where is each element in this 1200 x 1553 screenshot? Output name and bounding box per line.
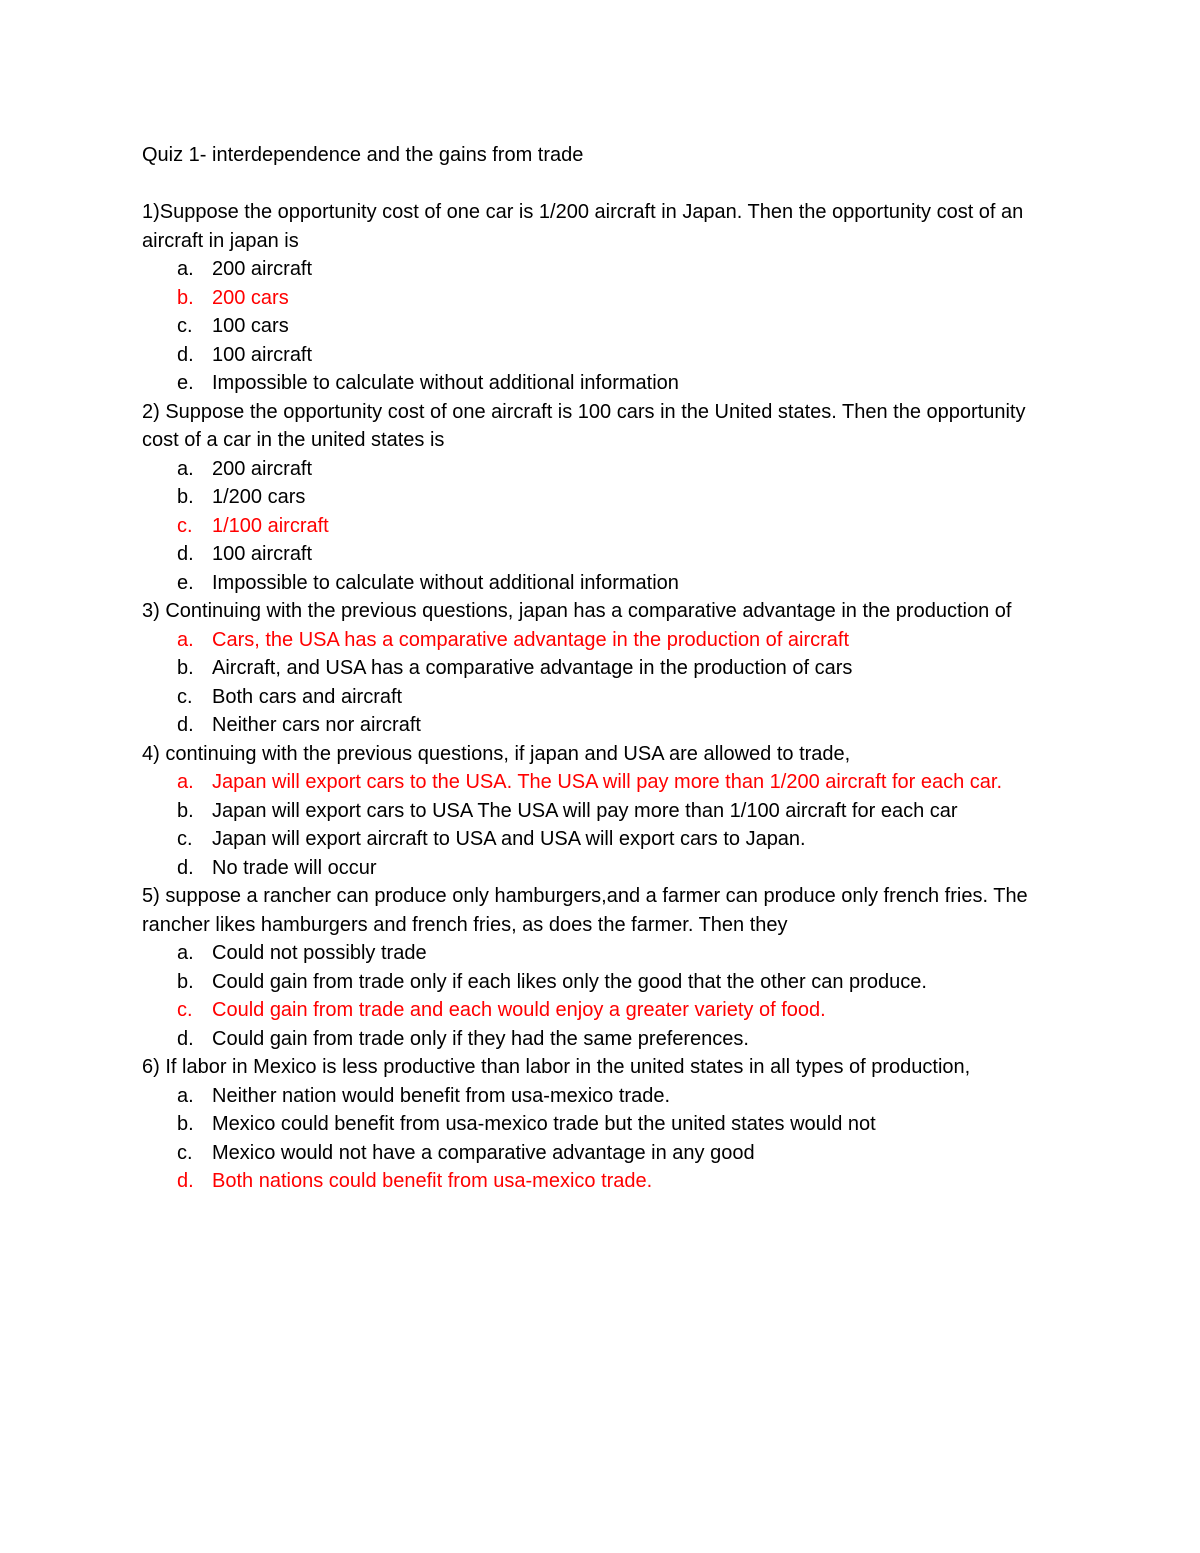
question-2 [142,398,1062,598]
option-letter: d. [177,1170,194,1192]
option-d [142,1025,1062,1054]
option-letter: a. [177,258,194,280]
option-letter: c. [177,828,193,850]
option-b [142,797,1062,826]
question-text: 6) If labor in Mexico is less productive than labor in the united states in all types of production, [142,1056,971,1078]
option-text: No trade will occur [212,856,377,879]
option-letter: b. [177,799,194,822]
option-a [142,939,1062,968]
question-text: 1)Suppose the opportunity cost of one car is 1/200 aircraft in Japan. Then the opportunity cost of an aircraft in japan is [142,201,1024,252]
option-letter: c. [177,1141,193,1164]
question-5 [142,882,1062,1053]
option-b-answer [142,284,1062,313]
option-text: Both nations could benefit from usa-mexico trade. [212,1170,653,1192]
option-text: Neither cars nor aircraft [212,714,421,736]
option-text: Impossible to calculate without additional information [212,571,679,594]
option-d [142,711,1062,740]
option-list [142,768,1062,882]
option-d [142,540,1062,569]
option-text: Could not possibly trade [212,942,427,964]
option-text: Aircraft, and USA has a comparative advantage in the production of cars [212,657,853,679]
option-letter: a. [177,942,194,964]
option-letter: e. [177,571,194,594]
option-list [142,1082,1062,1196]
option-letter: b. [177,486,194,508]
option-letter: a. [177,1084,194,1107]
option-text: Japan will export cars to USA The USA will pay more than 1/100 aircraft for each car [212,799,958,822]
option-text: 200 aircraft [212,258,313,280]
option-text: Mexico could benefit from usa-mexico trade but the united states would not [212,1113,876,1135]
option-list [142,455,1062,598]
option-b [142,968,1062,997]
option-b [142,1110,1062,1139]
option-letter: d. [177,1027,194,1050]
option-text: 200 cars [212,286,289,309]
option-a-answer [142,626,1062,655]
question-text: 5) suppose a rancher can produce only hamburgers,and a farmer can produce only french fries. The rancher likes hamburgers and french fries, as does the farmer. Then they [142,885,1028,936]
option-letter: e. [177,372,194,394]
option-b [142,483,1062,512]
option-letter: d. [177,856,194,879]
option-a [142,455,1062,484]
option-c-answer [142,996,1062,1025]
option-text: 200 aircraft [212,457,313,480]
option-e [142,569,1062,598]
option-letter: a. [177,628,194,651]
question-3 [142,597,1062,740]
option-list [142,255,1062,398]
option-c [142,312,1062,341]
option-a-answer [142,768,1062,797]
option-text: Impossible to calculate without additional information [212,372,679,394]
option-text: Could gain from trade only if each likes only the good that the other can produce. [212,970,927,993]
option-c [142,1139,1062,1168]
question-text: 2) Suppose the opportunity cost of one aircraft is 100 cars in the United states. Then the opportunity cost of a car in the united states is [142,400,1026,451]
option-text: Japan will export cars to the USA. The USA will pay more than 1/200 aircraft for each car. [212,771,1003,793]
option-letter: a. [177,771,194,793]
option-letter: b. [177,1113,194,1135]
option-list [142,626,1062,740]
option-c-answer [142,512,1062,541]
option-a [142,255,1062,284]
option-letter: b. [177,970,194,993]
option-d [142,854,1062,883]
option-letter: c. [177,514,193,537]
option-d-answer [142,1167,1062,1196]
question-1 [142,198,1062,398]
option-letter: c. [177,685,193,708]
option-text: 1/100 aircraft [212,514,329,537]
option-letter: d. [177,714,194,736]
option-text: 100 cars [212,315,289,337]
option-letter: b. [177,286,194,309]
option-text: Japan will export aircraft to USA and USA will export cars to Japan. [212,828,806,850]
option-letter: d. [177,543,194,565]
option-letter: b. [177,657,194,679]
question-4 [142,740,1062,883]
option-c [142,683,1062,712]
question-text: 4) continuing with the previous questions, if japan and USA are allowed to trade, [142,742,851,765]
option-text: 1/200 cars [212,486,306,508]
option-letter: c. [177,315,193,337]
option-letter: d. [177,343,194,366]
quiz-title: Quiz 1- interdependence and the gains from trade [142,144,584,166]
option-a [142,1082,1062,1111]
option-letter: c. [177,999,193,1021]
option-e [142,369,1062,398]
option-c [142,825,1062,854]
option-text: 100 aircraft [212,543,313,565]
question-6 [142,1053,1062,1196]
option-text: Could gain from trade only if they had the same preferences. [212,1027,749,1050]
option-d [142,341,1062,370]
option-text: 100 aircraft [212,343,313,366]
option-b [142,654,1062,683]
question-text: 3) Continuing with the previous questions, japan has a comparative advantage in the production of [142,600,1012,622]
question-list [142,198,1062,1196]
option-letter: a. [177,457,194,480]
option-text: Cars, the USA has a comparative advantage in the production of aircraft [212,628,850,651]
option-text: Neither nation would benefit from usa-mexico trade. [212,1084,671,1107]
option-text: Mexico would not have a comparative advantage in any good [212,1141,755,1164]
option-text: Both cars and aircraft [212,685,403,708]
option-text: Could gain from trade and each would enjoy a greater variety of food. [212,999,826,1021]
option-list [142,939,1062,1053]
